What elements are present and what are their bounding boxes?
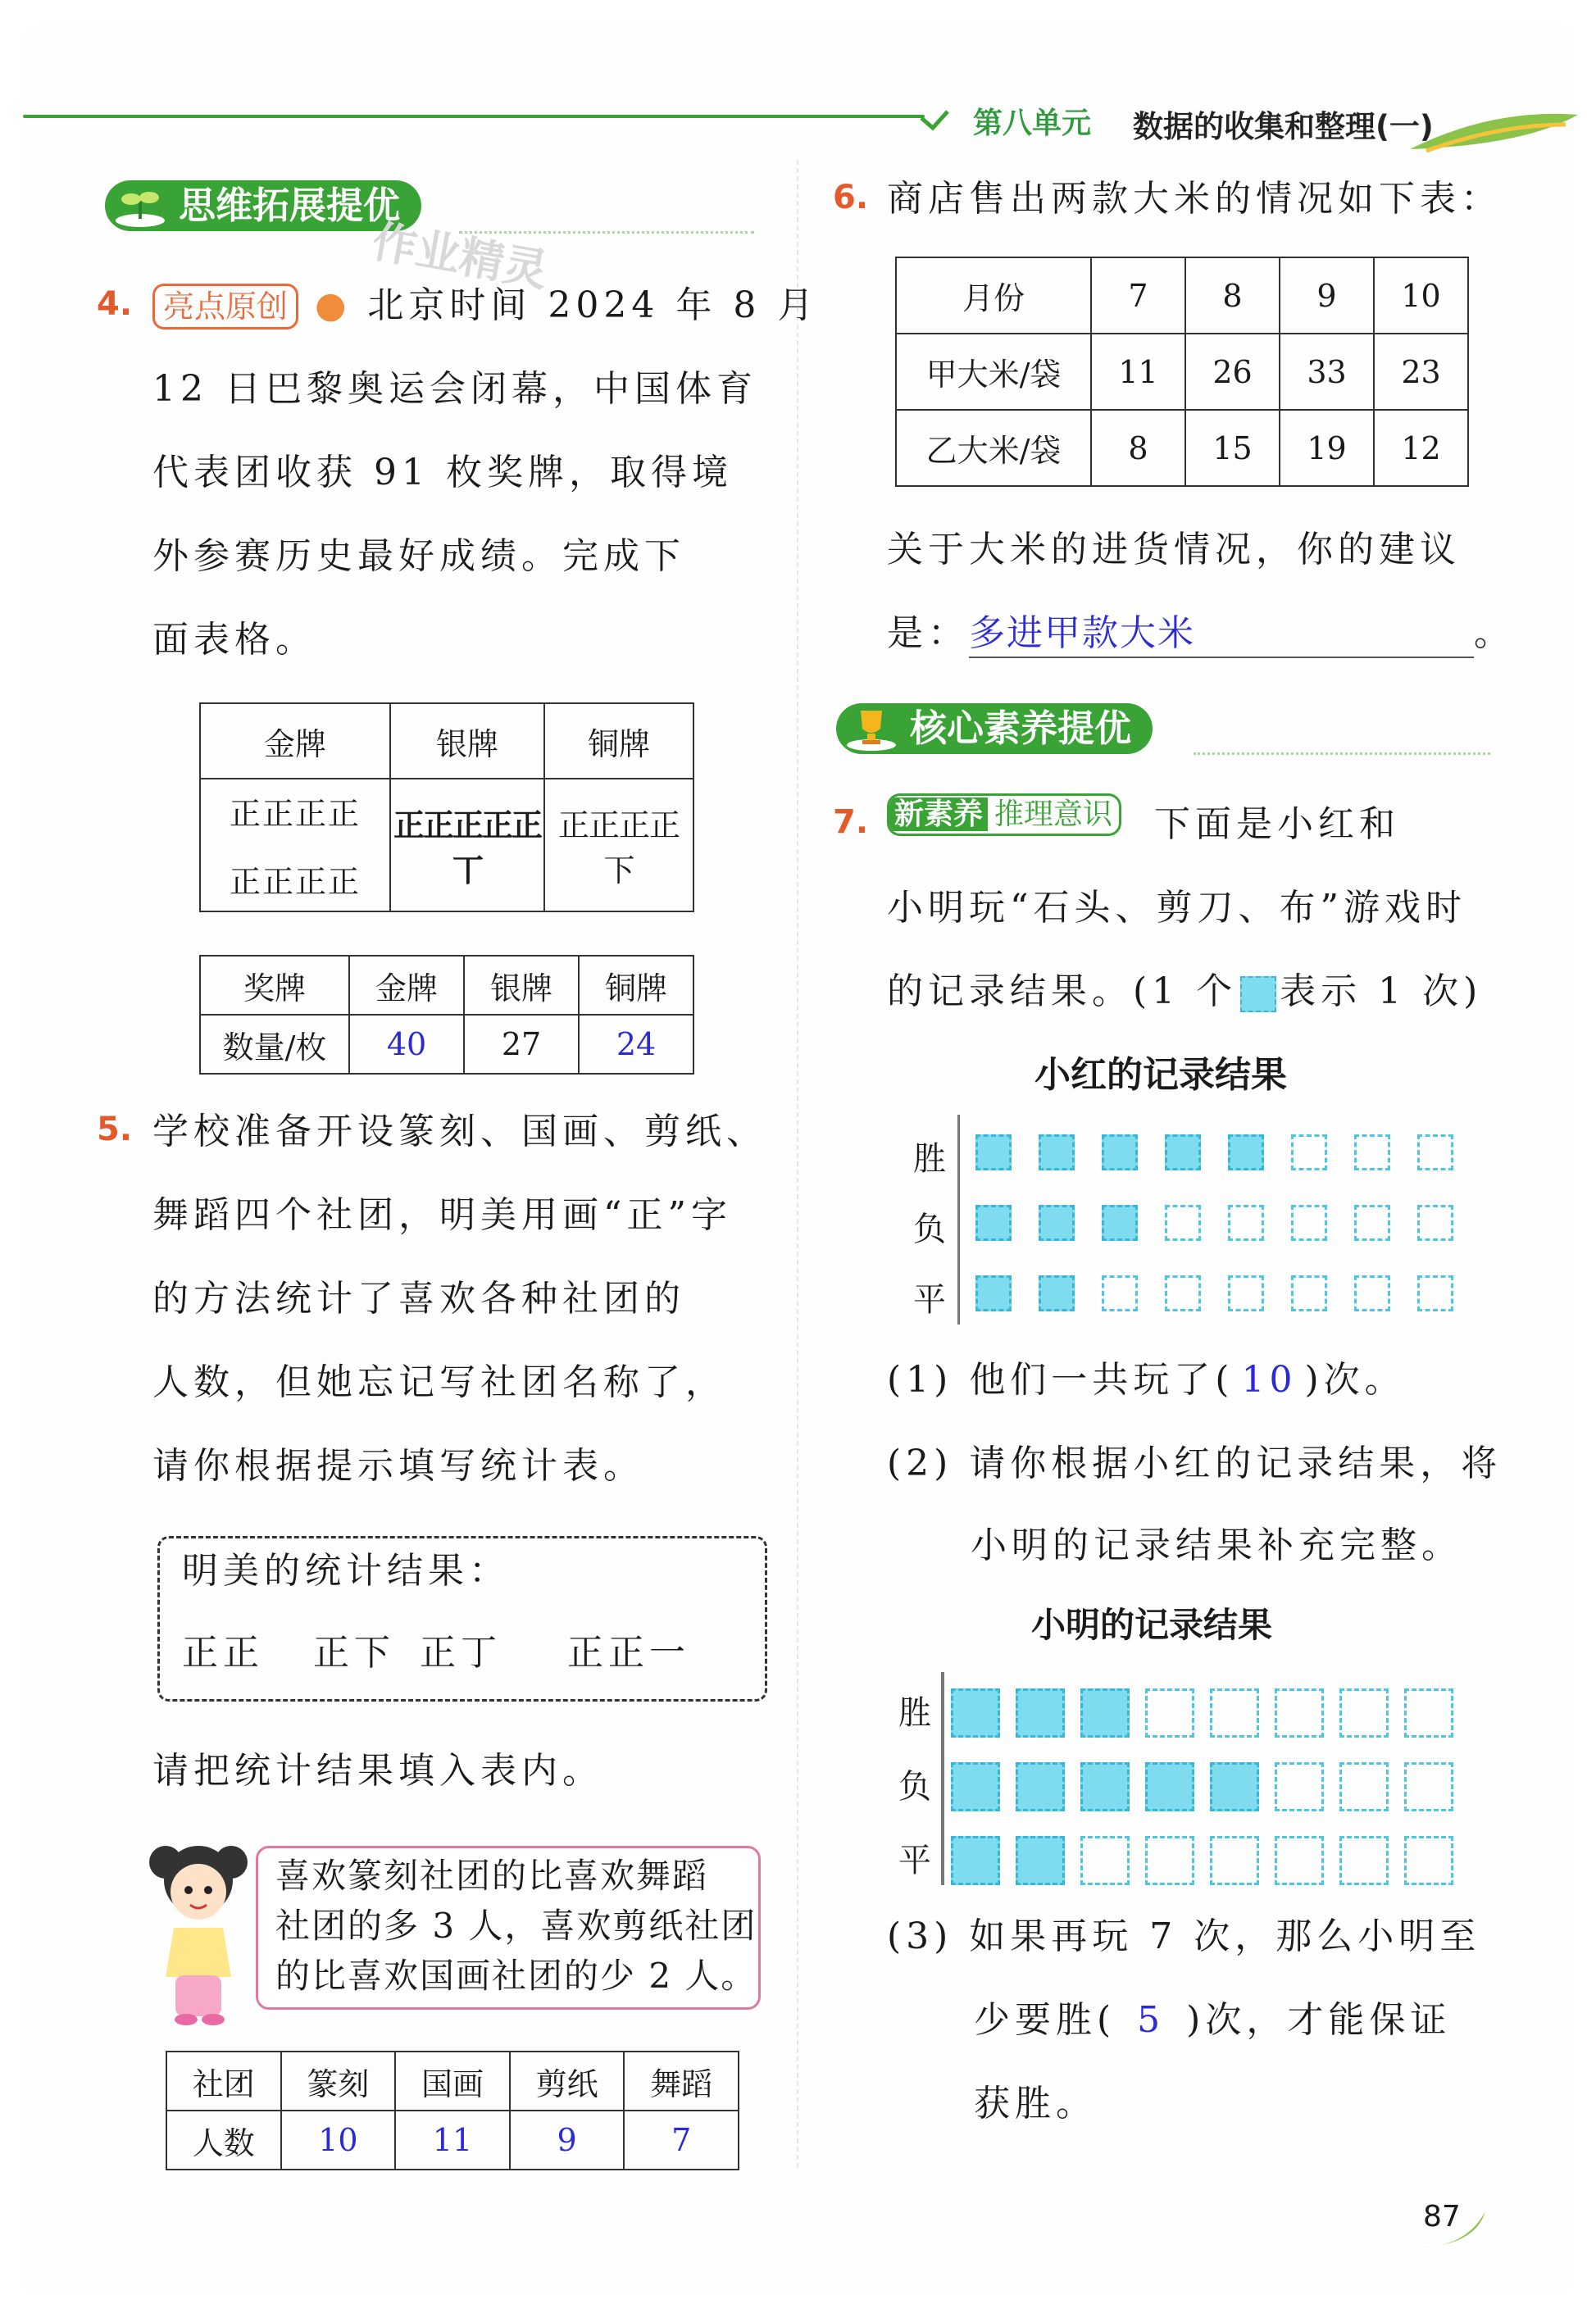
grid1-row-label: 平 [913, 1281, 946, 1319]
q7-tag [887, 793, 1121, 836]
banner-dots [1194, 752, 1490, 757]
q5-tally-4: 正正一 [567, 1632, 690, 1674]
rice-header: 7 [1091, 257, 1185, 334]
grid1-empty-square [1291, 1134, 1327, 1170]
gold-count-answer: 40 [349, 1015, 464, 1074]
q6-suggest-prefix: 是： [887, 612, 969, 654]
rice-header: 月份 [896, 257, 1091, 334]
q4-text: 北京时间 2024 年 8 月 [367, 284, 819, 326]
sprout-icon [111, 183, 169, 229]
q7-sub2-line1: (2) 请你根据小红的记录结果，将 [887, 1443, 1503, 1484]
tally-gold-line-2: 正正正正 [229, 864, 361, 900]
grid1-empty-square [1228, 1205, 1264, 1241]
q5-line-4: 人数，但她忘记写社团名称了， [152, 1361, 726, 1403]
tally-gold [200, 779, 390, 911]
grid1-filled-square [975, 1134, 1012, 1170]
grid2-empty-square [1275, 1688, 1324, 1738]
grid1-row-label: 胜 [913, 1140, 946, 1178]
q6-answer: 多进甲款大米 [969, 611, 1474, 658]
q5-hint-1: 喜欢篆刻社团的比喜欢舞蹈 [275, 1856, 709, 1896]
q4-tag: 亮点原创 [152, 284, 298, 329]
trophy-icon [843, 706, 900, 752]
page-number: 87 [1423, 2200, 1461, 2233]
q7-sub1-answer: 10 [1241, 1359, 1298, 1401]
watermark: 作业精灵 [368, 215, 552, 298]
count-header: 金牌 [349, 956, 464, 1015]
header-topic: 数据的收集和整理(一) [1133, 109, 1434, 144]
grid2-empty-square [1145, 1836, 1194, 1885]
grid2-row-label: 负 [898, 1768, 931, 1806]
grid1-filled-square [1102, 1205, 1138, 1241]
q4-line-4: 外参赛历史最好成绩。完成下 [152, 535, 685, 577]
q4-tally-table [199, 702, 694, 912]
rice-cell: 33 [1280, 334, 1374, 410]
q4-line-1: 亮点原创 ● 北京时间 2024 年 8 月 [152, 264, 818, 348]
q5-tally-1: 正正 [182, 1632, 264, 1674]
grid2-empty-square [1145, 1688, 1194, 1738]
grid1-filled-square [1039, 1275, 1075, 1311]
club-count-answer: 10 [281, 2111, 396, 2170]
count-row-label: 数量/枚 [200, 1015, 349, 1074]
grid1-row-label: 负 [913, 1211, 946, 1248]
grid2-filled-square [1016, 1836, 1065, 1885]
rice-header: 8 [1185, 257, 1280, 334]
club-count-answer: 9 [510, 2111, 625, 2170]
silver-count: 27 [464, 1015, 579, 1074]
grid2-filled-square [1080, 1762, 1130, 1811]
q7-number: 7. [833, 803, 869, 841]
filled-square-icon [1240, 976, 1276, 1012]
grid2-empty-square [1404, 1688, 1453, 1738]
q5-tally-3: 正丁 [420, 1632, 502, 1674]
column-divider [797, 160, 800, 2168]
q5-line-2: 舞蹈四个社团，明美用画“正”字 [152, 1194, 732, 1236]
q5-club-table [166, 2051, 739, 2170]
grid1-title: 小红的记录结果 [1034, 1054, 1287, 1096]
q5-hint-3: 的比喜欢国画社团的少 2 人。 [275, 1956, 757, 1996]
count-header: 银牌 [464, 956, 579, 1015]
section-title-thinking: 思维拓展提优 [179, 184, 401, 227]
q4-line-3: 代表团收获 91 枚奖牌，取得境 [152, 452, 733, 493]
q7-text-part1: 的记录结果。(1 个 [887, 970, 1238, 1012]
q6-suffix: 。 [1474, 612, 1515, 654]
grid2-filled-square [1145, 1762, 1194, 1811]
section-banner-thinking [105, 180, 421, 231]
grid1-empty-square [1291, 1205, 1327, 1241]
grid2-filled-square [951, 1762, 1000, 1811]
q7-sub3-before: 少要胜( [974, 1999, 1116, 2041]
grid2-empty-square [1339, 1836, 1389, 1885]
rice-cell: 15 [1185, 410, 1280, 486]
grid1-empty-square [1417, 1205, 1453, 1241]
q7-line-1 [887, 783, 1400, 866]
grid1-filled-square [975, 1275, 1012, 1311]
rice-cell: 11 [1091, 334, 1185, 410]
q7-tag-new: 新素养 [889, 798, 988, 831]
q5-box-title: 明美的统计结果： [182, 1550, 510, 1592]
grid2-empty-square [1210, 1688, 1259, 1738]
q6-number: 6. [833, 179, 869, 216]
q7-sub1 [887, 1338, 1406, 1422]
grid1-empty-square [1165, 1205, 1201, 1241]
rice-cell: 19 [1280, 410, 1374, 486]
header-check-icon [918, 108, 951, 133]
q6-stem: 商店售出两款大米的情况如下表： [887, 178, 1502, 220]
q7-text: 下面是小红和 [1154, 803, 1401, 845]
club-row-label: 人数 [166, 2111, 281, 2170]
section-title-core: 核心素养提优 [910, 707, 1132, 750]
q7-line-2: 小明玩“石头、剪刀、布”游戏时 [887, 887, 1466, 929]
q7-sub2-line2: 小明的记录结果补充完整。 [971, 1525, 1462, 1566]
club-header: 剪纸 [510, 2052, 625, 2111]
leaf-decoration-icon [1402, 100, 1582, 157]
club-header: 篆刻 [281, 2052, 396, 2111]
grid1-empty-square [1228, 1275, 1264, 1311]
grid2-empty-square [1404, 1836, 1453, 1885]
girl-illustration-icon [141, 1829, 256, 2026]
rice-row-label: 甲大米/袋 [896, 334, 1091, 410]
grid2-filled-square [1016, 1688, 1065, 1738]
grid2-empty-square [1339, 1762, 1389, 1811]
q5-tally-2: 正下 [313, 1632, 395, 1674]
q5-number: 5. [97, 1111, 133, 1148]
grid1-empty-square [1102, 1275, 1138, 1311]
grid2-axis [941, 1672, 944, 1885]
grid1-filled-square [975, 1205, 1012, 1241]
grid2-empty-square [1210, 1836, 1259, 1885]
club-count-answer: 11 [395, 2111, 510, 2170]
q7-sub3-line3: 获胜。 [974, 2083, 1097, 2124]
q7-sub3-line1: (3) 如果再玩 7 次，那么小明至 [887, 1915, 1481, 1957]
tally-header-bronze: 铜牌 [544, 703, 693, 779]
q5-hint-2: 社团的多 3 人，喜欢剪纸社团 [275, 1906, 757, 1946]
club-header: 社团 [166, 2052, 281, 2111]
rice-cell: 26 [1185, 334, 1280, 410]
tally-header-gold: 金牌 [200, 703, 390, 779]
q4-number: 4. [97, 285, 133, 323]
grid2-empty-square [1275, 1762, 1324, 1811]
rice-header: 10 [1374, 257, 1468, 334]
q5-line-3: 的方法统计了喜欢各种社团的 [152, 1278, 685, 1320]
tally-gold-line-1: 正正正正 [229, 796, 361, 832]
grid1-filled-square [1039, 1205, 1075, 1241]
grid2-row-label: 胜 [898, 1694, 931, 1732]
page-corner-leaf-icon [1418, 2205, 1492, 2254]
grid1-empty-square [1354, 1205, 1390, 1241]
grid1-filled-square [1039, 1134, 1075, 1170]
grid2-empty-square [1275, 1836, 1324, 1885]
grid2-filled-square [1080, 1688, 1130, 1738]
q6-suggest-line1: 关于大米的进货情况，你的建议 [887, 529, 1461, 570]
grid1-empty-square [1417, 1134, 1453, 1170]
rice-cell: 23 [1374, 334, 1468, 410]
grid1-empty-square [1354, 1134, 1390, 1170]
q4-line-2: 12 日巴黎奥运会闭幕，中国体育 [152, 368, 757, 410]
grid2-filled-square [1210, 1762, 1259, 1811]
rice-cell: 8 [1091, 410, 1185, 486]
q4-line-5: 面表格。 [152, 619, 316, 661]
grid2-filled-square [951, 1688, 1000, 1738]
q7-tag-reasoning: 推理意识 [994, 798, 1113, 831]
tally-header-silver: 银牌 [390, 703, 544, 779]
q7-sub1-after: )次。 [1304, 1359, 1406, 1401]
bronze-count-answer: 24 [579, 1015, 693, 1074]
tally-bronze: 正正正正下 [544, 779, 693, 911]
grid2-filled-square [1016, 1762, 1065, 1811]
count-header: 奖牌 [200, 956, 349, 1015]
grid1-empty-square [1354, 1275, 1390, 1311]
header-rule [23, 115, 925, 118]
grid1-filled-square [1228, 1134, 1264, 1170]
q7-sub3-line2 [974, 1979, 1451, 2062]
grid1-empty-square [1165, 1275, 1201, 1311]
q7-text-part2: 表示 1 次) [1280, 970, 1483, 1012]
q7-sub1-before: (1) 他们一共玩了( [887, 1359, 1235, 1401]
grid2-title: 小明的记录结果 [1031, 1605, 1273, 1645]
q5-line-5: 请你根据提示填写统计表。 [152, 1445, 644, 1487]
grid1-empty-square [1291, 1275, 1327, 1311]
grid2-filled-square [951, 1836, 1000, 1885]
grid2-row-label: 平 [898, 1842, 931, 1879]
grid1-filled-square [1165, 1134, 1201, 1170]
club-header: 舞蹈 [624, 2052, 739, 2111]
club-count-answer: 7 [624, 2111, 739, 2170]
grid1-empty-square [1417, 1275, 1453, 1311]
q7-sub3-answer: 5 [1137, 1999, 1166, 2041]
rice-header: 9 [1280, 257, 1374, 334]
club-header: 国画 [395, 2052, 510, 2111]
q7-sub3-after: )次，才能保证 [1186, 1999, 1452, 2041]
tally-silver: 正正正正正丅 [390, 779, 544, 911]
grid2-empty-square [1080, 1836, 1130, 1885]
grid1-axis [957, 1115, 960, 1325]
q5-instruction: 请把统计结果填入表内。 [152, 1750, 603, 1792]
section-banner-core [836, 703, 1153, 754]
q6-rice-table [895, 257, 1469, 487]
q4-count-table [199, 955, 694, 1075]
rice-cell: 12 [1374, 410, 1468, 486]
q6-suggest-line2 [887, 592, 1515, 675]
header-unit: 第八单元 [973, 107, 1092, 140]
q7-line-3 [887, 950, 1482, 1034]
count-header: 铜牌 [579, 956, 693, 1015]
grid2-empty-square [1404, 1762, 1453, 1811]
rice-row-label: 乙大米/袋 [896, 410, 1091, 486]
grid2-empty-square [1339, 1688, 1389, 1738]
grid1-filled-square [1102, 1134, 1138, 1170]
q5-line-1: 学校准备开设篆刻、国画、剪纸、 [152, 1111, 767, 1152]
